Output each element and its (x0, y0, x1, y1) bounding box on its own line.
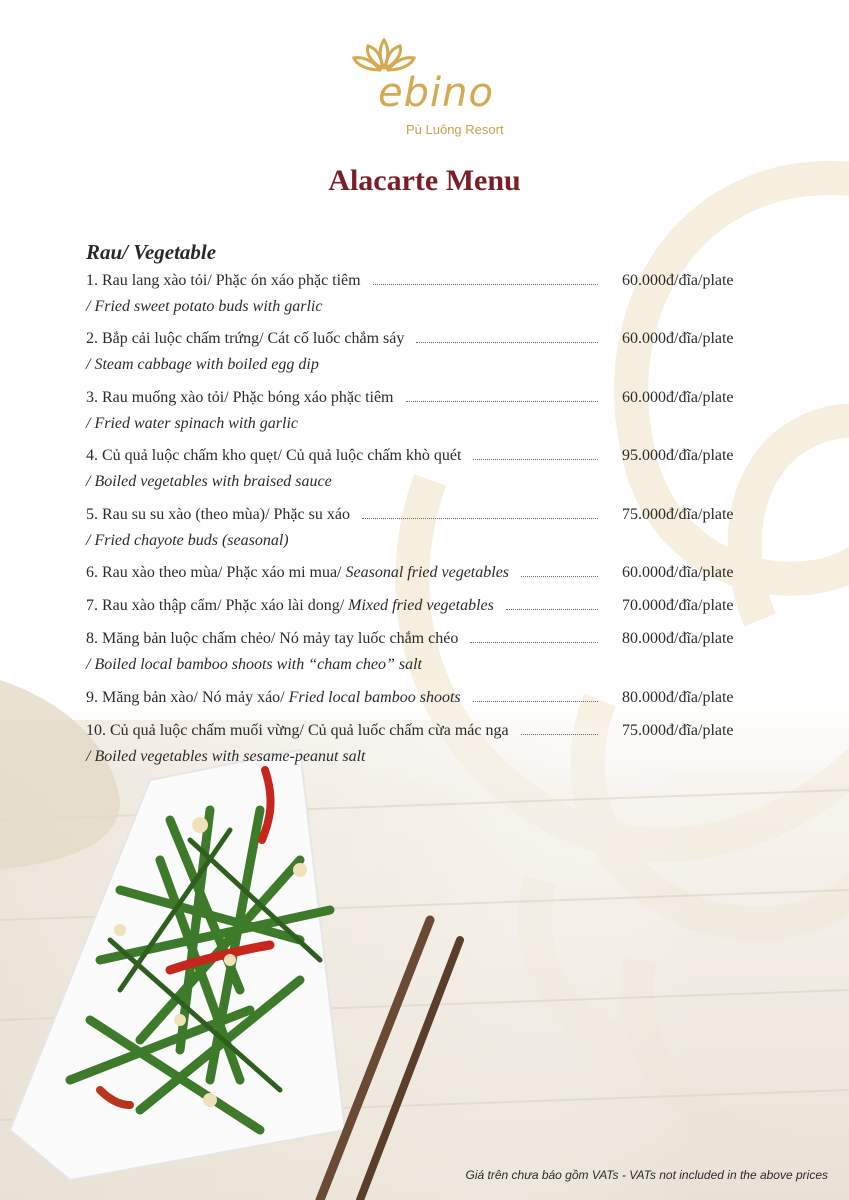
menu-item (86, 268, 766, 320)
menu-item (86, 685, 766, 711)
item-name: 5. Rau su su xào (theo mùa)/ Phặc su xáo (86, 506, 350, 523)
dot-leader (350, 518, 622, 524)
item-price: 60.000đ/đĩa/plate (622, 564, 734, 581)
dot-leader (461, 459, 622, 465)
item-name: 3. Rau muống xào tỏi/ Phặc bóng xáo phặc tiêm (86, 389, 394, 406)
menu-item (86, 718, 766, 770)
item-description: / Boiled vegetables with braised sauce (86, 473, 332, 490)
item-name: 10. Củ quả luộc chấm muối vừng/ Củ quả luốc chấm cừa mác nga (86, 722, 509, 739)
item-name: 7. Rau xào thập cẩm/ Phặc xáo lài dong/ Mixed fried vegetables (86, 597, 494, 614)
page-title: Alacarte Menu (328, 164, 521, 197)
item-name: 2. Bắp cải luộc chấm trứng/ Cát cố luốc chắm sáy (86, 330, 405, 347)
item-price: 70.000đ/đĩa/plate (622, 597, 734, 614)
item-name: 4. Củ quả luộc chấm kho quẹt/ Củ quả luộc chấm khò quét (86, 447, 462, 464)
menu-item (86, 443, 766, 495)
item-name: 1. Rau lang xào tỏi/ Phặc ón xáo phặc tiêm (86, 272, 361, 289)
dot-leader (361, 284, 622, 290)
item-price: 75.000đ/đĩa/plate (622, 722, 734, 739)
dot-leader (458, 642, 622, 648)
vat-note: Giá trên chưa báo gồm VATs - VATs not included in the above prices (465, 1168, 828, 1182)
item-description: / Boiled local bamboo shoots with “cham cheo” salt (86, 656, 422, 673)
resort-logo (338, 38, 528, 142)
item-description: / Fried chayote buds (seasonal) (86, 532, 289, 549)
item-name-english: Mixed fried vegetables (348, 597, 494, 614)
item-price: 60.000đ/đĩa/plate (622, 330, 734, 347)
dot-leader (494, 609, 622, 615)
item-name-english: Seasonal fried vegetables (345, 564, 510, 581)
item-name: 8. Măng bản luộc chấm chẻo/ Nó mảy tay luốc chắm chéo (86, 630, 459, 647)
item-price: 60.000đ/đĩa/plate (622, 272, 734, 289)
item-name: 6. Rau xào theo mùa/ Phặc xáo mi mua/ Seasonal fried vegetables (86, 564, 510, 581)
menu-item (86, 560, 766, 586)
menu-item (86, 626, 766, 678)
item-price: 80.000đ/đĩa/plate (622, 630, 734, 647)
menu-item (86, 593, 766, 619)
menu-item (86, 502, 766, 554)
menu-item (86, 385, 766, 437)
dot-leader (509, 734, 622, 740)
dot-leader (404, 342, 622, 348)
item-description: / Fried sweet potato buds with garlic (86, 298, 323, 315)
dot-leader (394, 401, 623, 407)
logo-wordmark: ebino (378, 70, 494, 116)
logo-subtitle: Pù Luông Resort (406, 122, 504, 137)
menu-item (86, 326, 766, 378)
item-name-english: Fried local bamboo shoots (288, 689, 461, 706)
dot-leader (461, 701, 622, 707)
item-price: 75.000đ/đĩa/plate (622, 506, 734, 523)
item-description: / Fried water spinach with garlic (86, 415, 298, 432)
section-heading: Rau/ Vegetable (86, 240, 217, 264)
item-description: / Steam cabbage with boiled egg dip (86, 356, 319, 373)
item-price: 80.000đ/đĩa/plate (622, 689, 734, 706)
item-name: 9. Măng bản xào/ Nó mảy xáo/ Fried local bamboo shoots (86, 689, 461, 706)
dot-leader (509, 576, 622, 582)
item-description: / Boiled vegetables with sesame-peanut salt (86, 748, 366, 765)
item-price: 60.000đ/đĩa/plate (622, 389, 734, 406)
item-price: 95.000đ/đĩa/plate (622, 447, 734, 464)
